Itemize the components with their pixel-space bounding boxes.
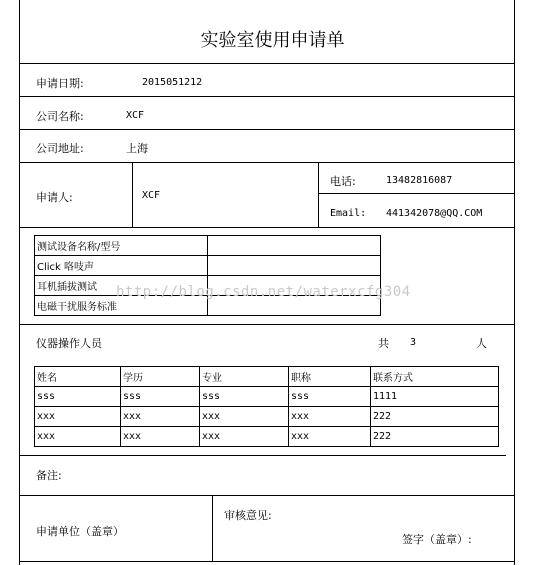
applicant-label: 申请人: xyxy=(36,191,73,204)
divider xyxy=(132,162,133,227)
table-cell: sss xyxy=(121,387,200,407)
equipment-value-cell xyxy=(208,256,381,276)
divider xyxy=(19,129,515,130)
column-header: 专业 xyxy=(200,367,289,387)
table-cell: xxx xyxy=(289,427,371,447)
divider xyxy=(19,455,506,456)
company-address-label: 公司地址: xyxy=(36,142,84,155)
table-row xyxy=(35,387,499,407)
apply-date-label: 申请日期: xyxy=(36,77,84,90)
form-title: 实验室使用申请单 xyxy=(200,30,345,51)
table-row xyxy=(35,427,499,447)
apply-date-value: 2015051212 xyxy=(142,77,203,88)
equipment-value-cell xyxy=(208,236,381,256)
divider xyxy=(19,495,515,496)
column-header: 学历 xyxy=(121,367,200,387)
operators-label: 仪器操作人员 xyxy=(36,337,102,350)
divider xyxy=(319,193,515,194)
divider xyxy=(19,63,515,64)
table-row xyxy=(35,236,381,256)
equipment-cell: Click 咯吱声 xyxy=(35,256,208,276)
phone-value: 13482816087 xyxy=(386,175,453,186)
table-row xyxy=(35,256,381,276)
table-row xyxy=(35,407,499,427)
table-cell: xxx xyxy=(121,407,200,427)
company-name-value: XCF xyxy=(126,110,145,121)
table-cell: sss xyxy=(200,387,289,407)
table-cell: xxx xyxy=(289,407,371,427)
divider xyxy=(19,561,515,562)
column-header: 联系方式 xyxy=(371,367,499,387)
table-cell: xxx xyxy=(35,407,121,427)
table-cell: sss xyxy=(289,387,371,407)
table-header-row xyxy=(35,367,499,387)
operators-total-prefix: 共 xyxy=(378,337,389,350)
divider xyxy=(19,162,515,163)
table-cell: xxx xyxy=(200,427,289,447)
phone-label: 电话: xyxy=(330,175,356,188)
equipment-table xyxy=(34,235,381,316)
divider xyxy=(318,162,319,227)
equipment-cell: 耳机插拔测试 xyxy=(35,276,208,296)
operators-count: 3 xyxy=(410,337,417,348)
equipment-cell: 电磁干扰服务标准 xyxy=(35,296,208,316)
table-cell: sss xyxy=(35,387,121,407)
table-cell: 222 xyxy=(371,407,499,427)
equipment-cell: 测试设备名称/型号 xyxy=(35,236,208,256)
column-header: 姓名 xyxy=(35,367,121,387)
table-cell: xxx xyxy=(200,407,289,427)
applicant-value: XCF xyxy=(142,190,161,201)
watermark-text: http://blog.csdn.net/waterxcfg304 xyxy=(116,284,411,300)
remarks-label: 备注: xyxy=(36,469,62,482)
applying-unit-label: 申请单位（盖章） xyxy=(36,525,124,538)
company-name-label: 公司名称: xyxy=(36,110,84,123)
divider xyxy=(19,96,515,97)
frame-left-border xyxy=(19,0,20,565)
table-cell: xxx xyxy=(35,427,121,447)
frame-right-border xyxy=(514,0,515,565)
column-header: 职称 xyxy=(289,367,371,387)
email-label: Email: xyxy=(330,208,367,219)
table-cell: 222 xyxy=(371,427,499,447)
email-value: 441342078@QQ.COM xyxy=(386,208,483,219)
divider xyxy=(19,227,515,228)
table-cell: 1111 xyxy=(371,387,499,407)
divider xyxy=(212,495,213,561)
table-cell: xxx xyxy=(121,427,200,447)
review-label: 审核意见: xyxy=(224,509,272,522)
company-address-value: 上海 xyxy=(126,142,148,155)
staff-table xyxy=(34,366,499,447)
operators-unit: 人 xyxy=(476,337,487,350)
divider xyxy=(19,324,515,325)
signature-label: 签字（盖章）: xyxy=(402,533,472,546)
